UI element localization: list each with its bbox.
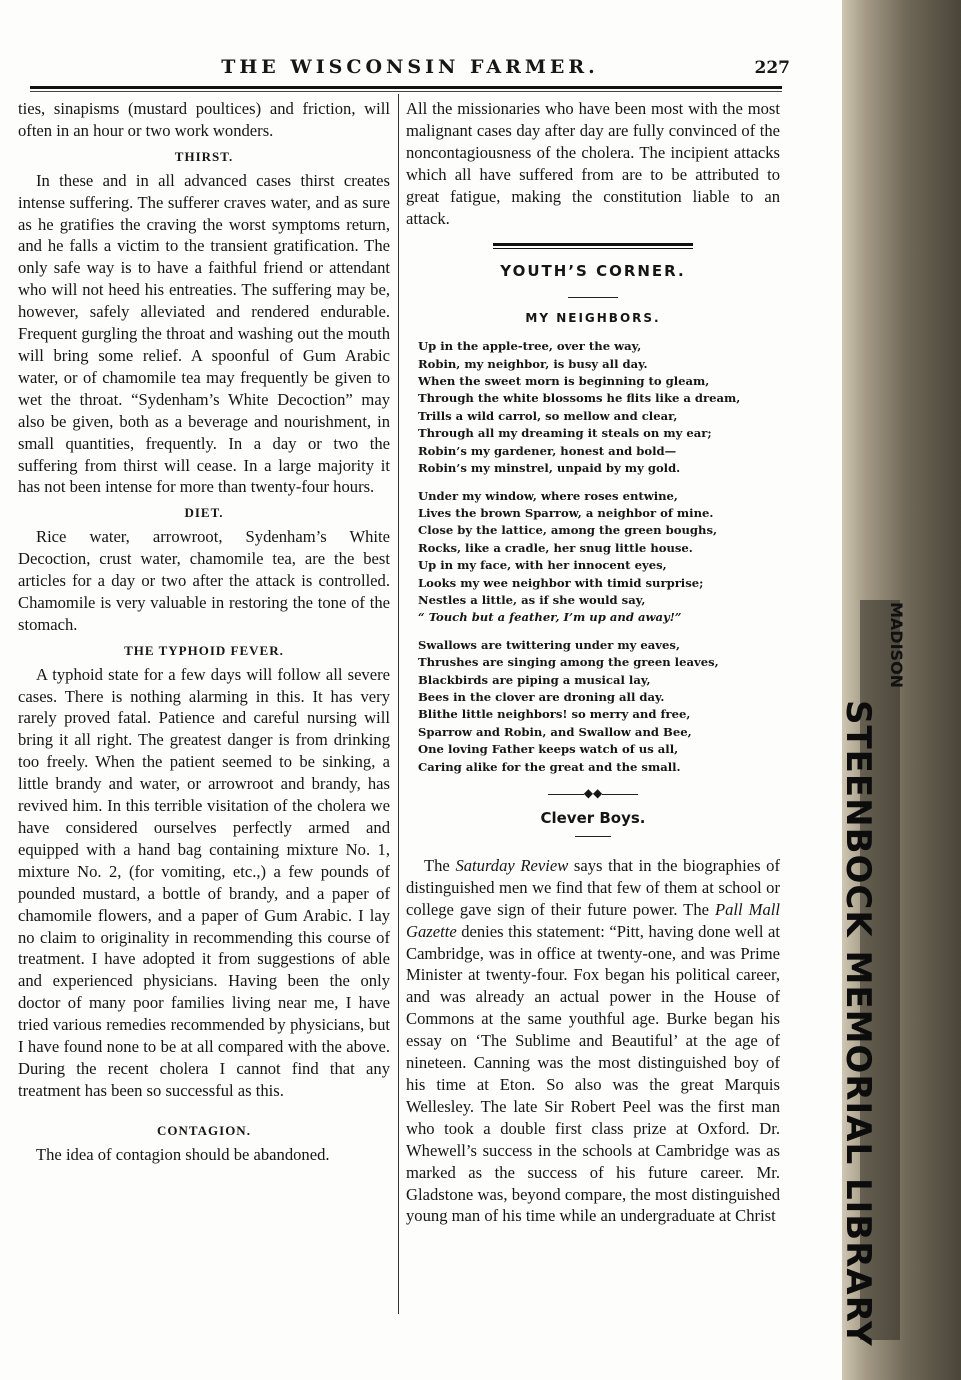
paragraph-diet: Rice water, arrowroot, Sydenham’s White Decoction, crust water, chamomile tea, are the best articles for a day or two after the attack is controlled. Chamomile is very valuable in restoring the tone of the stomach. xyxy=(18,527,390,634)
article-title: Clever Boys. xyxy=(540,809,646,827)
poem-line: Robin’s my minstrel, unpaid by my gold. xyxy=(418,461,681,476)
poem-line: Sparrow and Robin, and Swallow and Bee, xyxy=(418,724,692,739)
paragraph-typhoid: A typhoid state for a few days will follow all severe cases. There is nothing alarming in this. It has very rarely proved fatal. Patience and careful nursing will bring it all right. The greatest danger is from drinking too freely. When the patient seemed to be sinking, a little brandy and water, or arrowroot and brandy, has revived him. In this terrible visitation of the cholera we have considered ourselves perfectly armed and equipped with a hand bag containing mixture No. 1, mixture No. 2, (for vomiting, etc.,) a few pounds of pounded mustard, a bottle of brandy, and a paper of chamomile flowers, and a paper of Gum Arabic. I lay no claim to originality in recommending this course of treatment. I have adopted it from suggestions of able and experienced physicians. Having been the only doctor of many poor families living near me, I have tried various remedies recommended by physicians, but I have found none to be at all compared with the above. During the recent cholera I cannot find that any treatment has been so successful as this. xyxy=(18,664,390,1100)
poem-line: Robin’s my gardener, honest and bold— xyxy=(418,443,677,458)
paragraph: ties, sinapisms (mustard poultices) and friction, will often in an hour or two work wonders. xyxy=(18,99,390,140)
section-title: YOUTH’S CORNER. xyxy=(500,262,686,281)
poem-stanza xyxy=(418,338,780,477)
poem xyxy=(406,338,780,776)
short-rule xyxy=(568,297,618,298)
article-text: The xyxy=(424,855,456,875)
left-column xyxy=(18,98,390,1166)
ornament-divider: ◆◆ xyxy=(406,786,780,800)
article-text: says that in the biographies of distinguished men we find that few of them at school or college gave sign of their future power. The xyxy=(406,855,780,919)
paragraph-contagion: The idea of contagion should be abandoned. xyxy=(36,1144,330,1164)
short-rule xyxy=(575,836,611,837)
right-column xyxy=(406,98,780,1227)
subheading-diet: DIET. xyxy=(184,505,224,521)
poem-line: Blithe little neighbors! so merry and free, xyxy=(418,707,691,722)
poem-line: Blackbirds are piping a musical lay, xyxy=(418,672,651,687)
poem-line: Bees in the clover are droning all day. xyxy=(418,689,665,704)
header-rule-thin xyxy=(30,91,782,92)
poem-line: “ Touch but a feather, I’m up and away!” xyxy=(418,610,682,625)
poem-line: Close by the lattice, among the green boughs, xyxy=(418,523,718,538)
paragraph-thirst: In these and in all advanced cases thirst creates intense suffering. The sufferer craves water, and as sure as he gratifies the craving the worst symptoms return, and he falls a victim to the transient gratification. The only safe way is to have a faithful friend or attendant who will not heed his entreaties. The suffering may be, however, safely alleviated and rendered endurable. Frequent gurgling the throat and washing out the mouth will bring some relief. A spoonful of Gum Arabic water, or of chamomile tea may frequently be given to wet the throat. “Sydenham’s White Decoction” may also be given, both as a beverage and nourishment, in small quantities, frequently. In a day or two the suffering from thirst will cease. In a large majority it has not been intense for more than twenty-four hours. xyxy=(18,170,390,497)
poem-line: When the sweet morn is beginning to gleam, xyxy=(418,374,710,389)
spine-label-small: MADISON xyxy=(887,602,906,689)
section-rule xyxy=(493,243,693,249)
poem-line: Nestles a little, as if she would say, xyxy=(418,592,646,607)
page-header xyxy=(30,56,790,82)
poem-line: Looks my wee neighbor with timid surprise; xyxy=(418,575,704,590)
poem-line: Lives the brown Sparrow, a neighbor of mine. xyxy=(418,505,714,520)
poem-line: Through the white blossoms he flits like a dream, xyxy=(418,391,741,406)
poem-line: Caring alike for the great and the small. xyxy=(418,759,681,774)
poem-stanza xyxy=(418,488,780,627)
poem-title: MY NEIGHBORS. xyxy=(525,311,661,326)
column-divider xyxy=(398,94,399,1314)
poem-line: Thrushes are singing among the green leaves, xyxy=(418,655,719,670)
paragraph: All the missionaries who have been most with the most malignant cases day after day are fully convinced of the noncontagiousness of the cholera. The incipient attacks which all have suffered from are to be attributed to great fatigue, making the constitution liable to an attack. xyxy=(406,99,780,228)
poem-line: Swallows are twittering under my eaves, xyxy=(418,637,680,652)
poem-line: Through all my dreaming it steals on my ear; xyxy=(418,426,712,441)
poem-line: Up in my face, with her innocent eyes, xyxy=(418,558,667,573)
running-head: THE WISCONSIN FARMER. xyxy=(221,56,599,78)
subheading-thirst: THIRST. xyxy=(174,148,234,164)
subheading-contagion: CONTAGION. xyxy=(157,1122,251,1138)
page-number: 227 xyxy=(754,58,790,78)
subheading-typhoid: THE TYPHOID FEVER. xyxy=(124,642,284,658)
publication-name: Pall Mall Gazette xyxy=(406,899,780,941)
article-text: denies this statement: “Pitt, having done well at Cambridge, was in office at twenty-one, and was Prime Minister at twenty-four. Fox began his political career, and was already an actual power in the House of Commons at the same youthful age. Burke began his essay on ‘The Sublime and Beautiful’ at the age of nineteen. Canning was the most distinguished boy of his time at Eton. So also was the great Marquis Wellesley. The late Sir Robert Peel was the first man who took a double first class prize at Oxford. Dr. Whewell’s success in the schools at Cambridge was as marked as the success of his future career. Mr. Gladstone was, beyond compare, the most distinguished young man of his time while an undergraduate at Christ xyxy=(406,921,780,1226)
header-rule xyxy=(30,86,782,89)
poem-line: Up in the apple-tree, over the way, xyxy=(418,339,642,354)
publication-name: Saturday Review xyxy=(455,855,569,875)
poem-line: Rocks, like a cradle, her snug little house. xyxy=(418,540,693,555)
spine-label-large: STEENBOCK MEMORIAL LIBRARY xyxy=(838,700,878,1347)
poem-line: Under my window, where roses entwine, xyxy=(418,488,678,503)
article-paragraph xyxy=(406,855,780,1227)
poem-line: One loving Father keeps watch of us all, xyxy=(418,742,679,757)
poem-line: Trills a wild carrol, so mellow and clear, xyxy=(418,408,678,423)
poem-line: Robin, my neighbor, is busy all day. xyxy=(418,356,648,371)
poem-stanza xyxy=(418,637,780,776)
